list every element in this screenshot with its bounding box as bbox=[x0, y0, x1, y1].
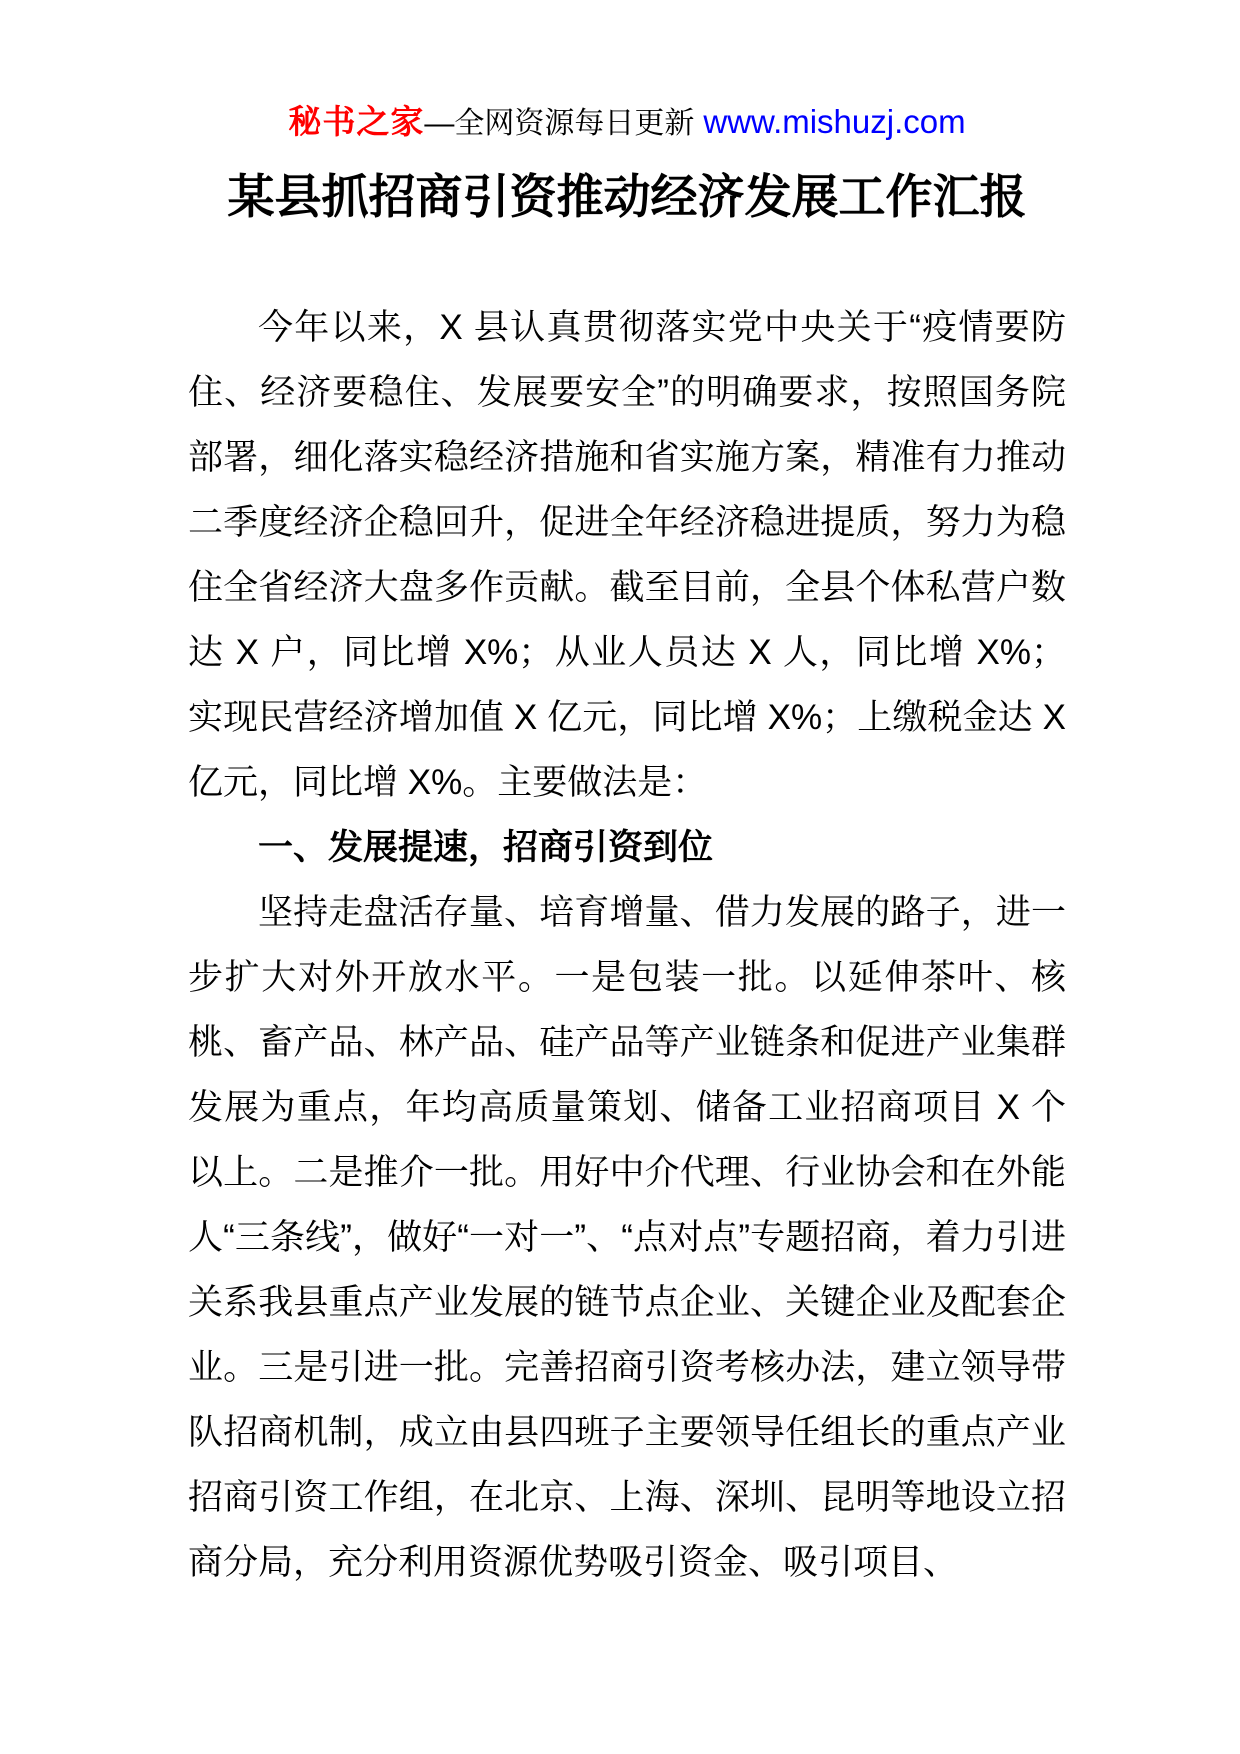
paragraph-section-1: 坚持走盘活存量、培育增量、借力发展的路子，进一步扩大对外开放水平。一是包装一批。以延伸茶叶、核桃、畜产品、林产品、硅产品等产业链条和促进产业集群发展为重点，年均高质量策划、储备工业招商项目 X 个以上。二是推介一批。用好中介代理、行业协会和在外能人“三条线”，做好“一对一”、“点对点”专题招商，着力引进关系我县重点产业发展的链节点企业、关键企业及配套企业。三是引进一批。完善招商引资考核办法，建立领导带队招商机制，成立由县四班子主要领导任组长的重点产业招商引资工作组，在北京、上海、深圳、昆明等地设立招商分局，充分利用资源优势吸引资金、吸引项目、 bbox=[188, 893, 1066, 1582]
site-brand: 秘书之家 bbox=[288, 103, 425, 140]
document-content bbox=[188, 0, 1066, 1595]
site-tagline: —全网资源每日更新 bbox=[424, 107, 695, 140]
site-url-link[interactable]: www.mishuzj.com bbox=[703, 103, 966, 140]
paragraph-intro: 今年以来，X 县认真贯彻落实党中央关于“疫情要防住、经济要稳住、发展要安全”的明确要求，按照国务院部署，细化落实稳经济措施和省实施方案，精准有力推动二季度经济企稳回升，促进全年经济稳进提质，努力为稳住全省经济大盘多作贡献。截至目前，全县个体私营户数达 X 户，同比增 X%；从业人员达 X 人，同比增 X%；实现民营经济增加值 X 亿元，同比增 X%；上缴税金达 X 亿元，同比增 X%。主要做法是： bbox=[188, 308, 1066, 802]
site-header bbox=[188, 104, 1066, 147]
document-body bbox=[188, 295, 1066, 1595]
section-heading-1: 一、发展提速，招商引资到位 bbox=[258, 828, 714, 867]
document-title: 某县抓招商引资推动经济发展工作汇报 bbox=[227, 170, 1027, 223]
